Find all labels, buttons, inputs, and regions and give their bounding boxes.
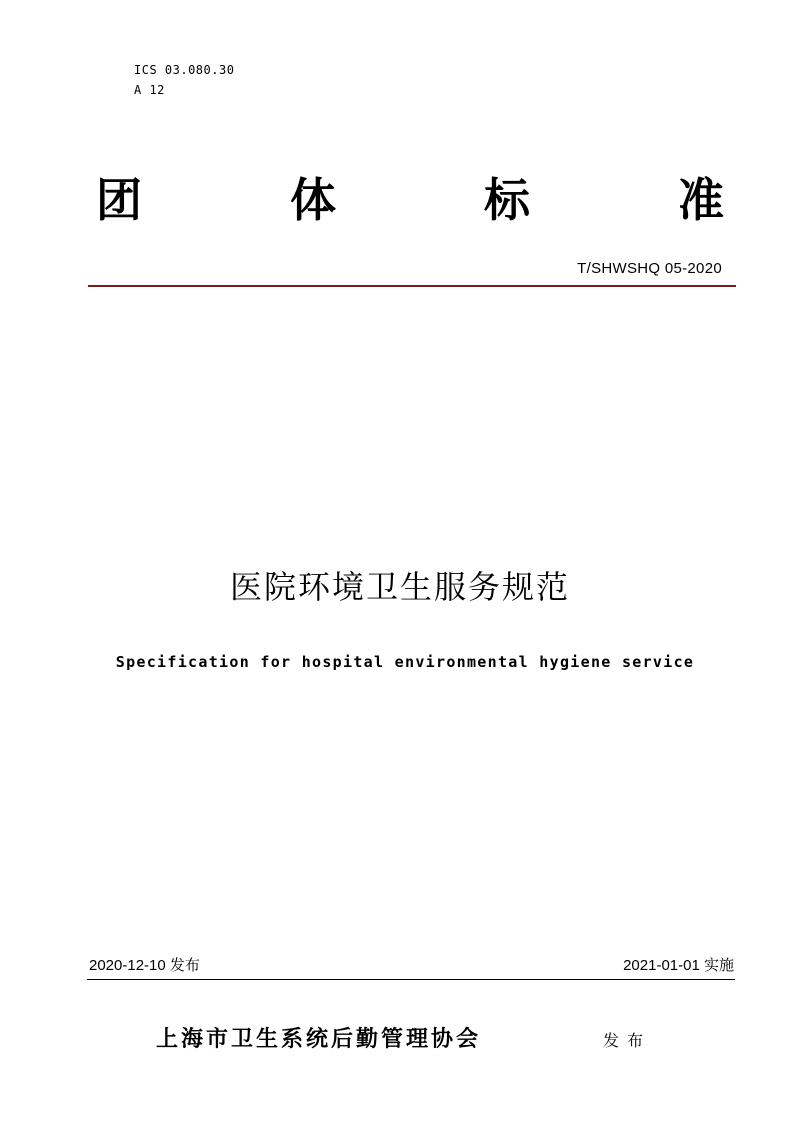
header-divider	[88, 285, 736, 287]
document-title-en: Specification for hospital environmental hygiene service	[115, 653, 695, 671]
publish-label: 发布	[603, 1031, 652, 1050]
release-date: 2020-12-10 发布	[89, 957, 200, 974]
ccs-code: A 12	[134, 83, 165, 97]
standard-type-char: 标	[484, 173, 530, 227]
standard-number: T/SHWSHQ 05-2020	[577, 260, 722, 277]
publisher-name: 上海市卫生系统后勤管理协会	[156, 1027, 482, 1052]
standard-type-heading	[96, 170, 724, 230]
ics-code: ICS 03.080.30	[134, 63, 235, 77]
footer-divider	[87, 979, 735, 980]
standard-type-char: 团	[96, 173, 142, 227]
document-title-cn: 医院环境卫生服务规范	[229, 568, 570, 606]
standard-type-char: 体	[290, 173, 336, 227]
effective-date: 2021-01-01 实施	[623, 957, 734, 974]
classification-codes	[134, 60, 234, 100]
standard-type-char: 准	[678, 173, 724, 227]
